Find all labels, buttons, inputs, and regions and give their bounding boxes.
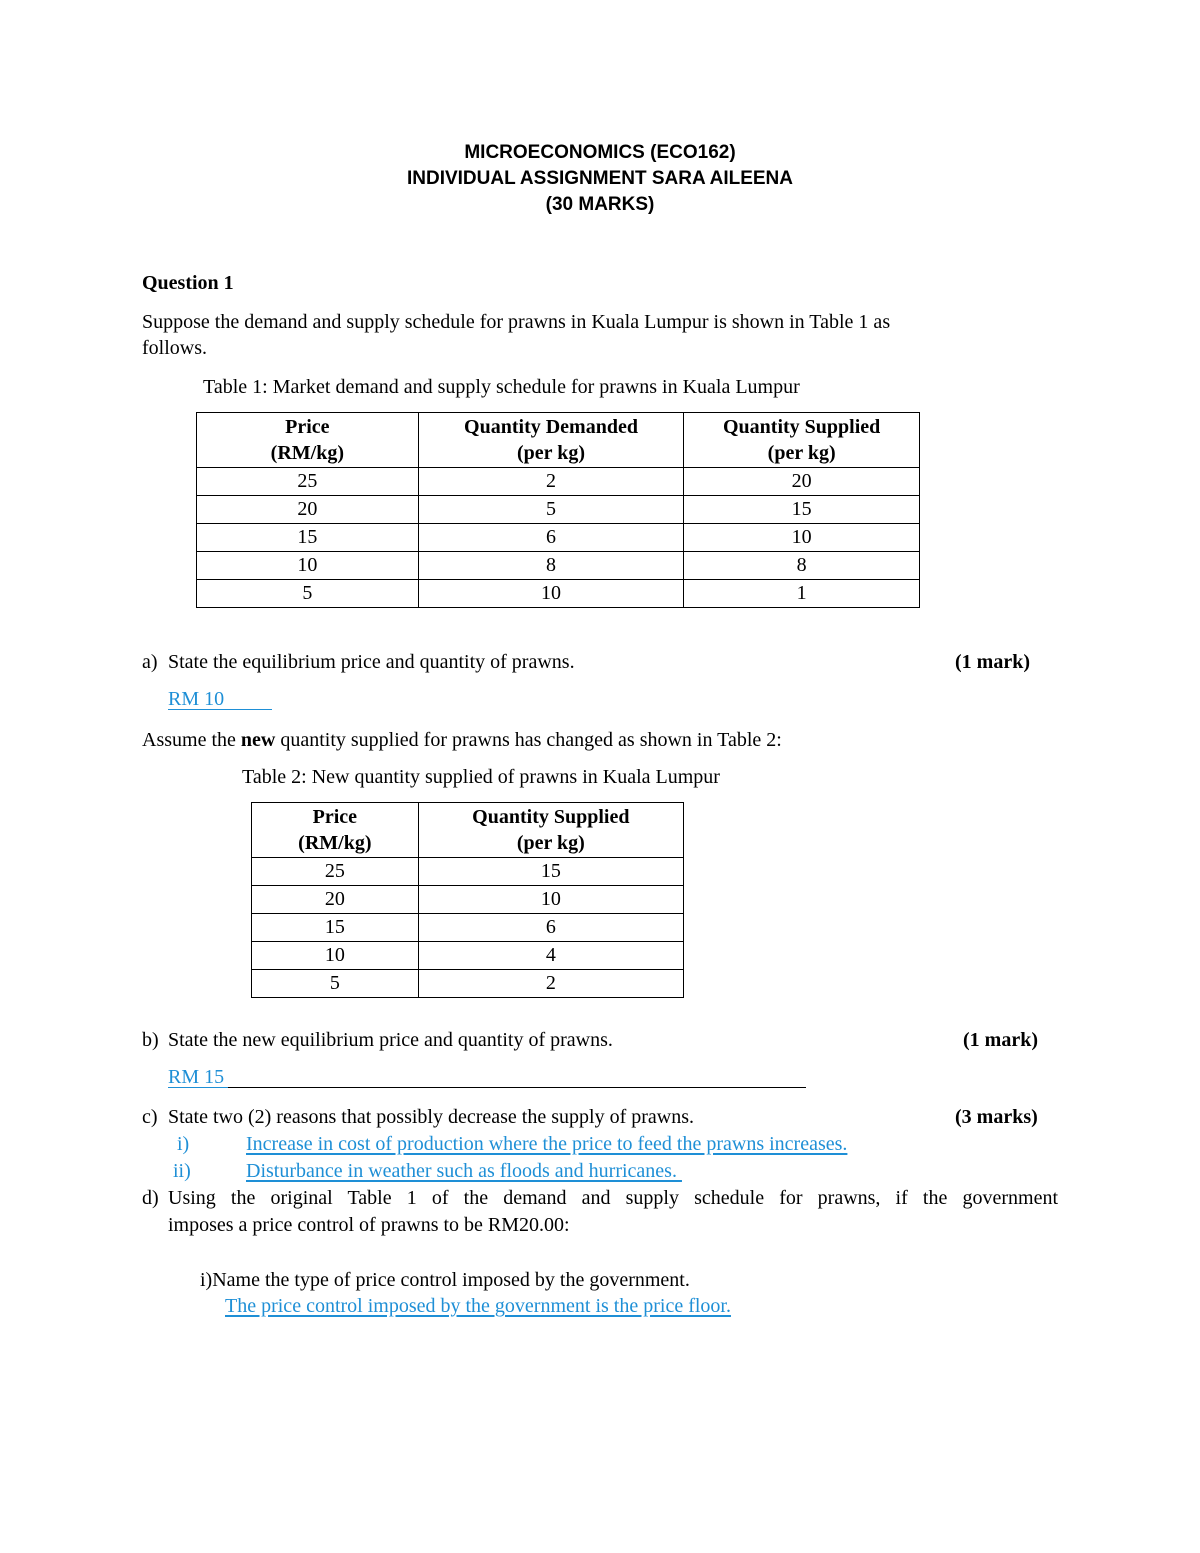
course-title: MICROECONOMICS (ECO162): [464, 142, 736, 163]
part-b-question: State the new equilibrium price and quantity of prawns.: [168, 1029, 613, 1051]
part-d-question-line2: imposes a price control of prawns to be RM20.00:: [168, 1214, 570, 1236]
part-a-question: State the equilibrium price and quantity of prawns.: [168, 651, 575, 673]
table-cell: 10: [418, 886, 683, 914]
table-row: [252, 970, 684, 998]
table-cell: 15: [252, 914, 419, 942]
part-a-answer: RM 10: [168, 688, 225, 710]
table-cell: 20: [684, 468, 920, 496]
reason-1-number: i): [177, 1133, 190, 1155]
table-row: [197, 468, 920, 496]
reason-2-text: Disturbance in weather such as floods and hurricanes.: [246, 1160, 682, 1182]
table-cell: 2: [418, 468, 684, 496]
table-cell: 20: [197, 496, 419, 524]
table-row: [197, 524, 920, 552]
part-d-sub-i: i)Name the type of price control imposed by the government.: [200, 1269, 690, 1291]
part-d-question-line1: Using the original Table 1 of the demand and supply schedule for prawns, if the government: [168, 1187, 1058, 1209]
table1-header-row: [197, 413, 920, 468]
table-cell: 10: [197, 552, 419, 580]
part-b-marks: (1 mark): [963, 1029, 1038, 1051]
table-cell: 4: [418, 942, 683, 970]
table-cell: 8: [684, 552, 920, 580]
part-d-label: d): [142, 1187, 159, 1209]
reason-2-number: ii): [173, 1160, 191, 1182]
part-a-marks: (1 mark): [955, 651, 1030, 673]
reason-1-text: Increase in cost of production where the price to feed the prawns increases.: [246, 1133, 848, 1155]
table1-header-price: Price (RM/kg): [197, 413, 419, 468]
table-cell: 2: [418, 970, 683, 998]
table-row: [252, 886, 684, 914]
table-cell: 8: [418, 552, 684, 580]
table-cell: 5: [418, 496, 684, 524]
table-cell: 15: [684, 496, 920, 524]
table-cell: 6: [418, 914, 683, 942]
part-b-answer-line: [228, 1087, 806, 1088]
part-a-answer-underline: [168, 709, 272, 710]
table-cell: 10: [418, 580, 684, 608]
table-row: [252, 914, 684, 942]
table1-header-qd: Quantity Demanded (per kg): [418, 413, 684, 468]
table-cell: 10: [684, 524, 920, 552]
table-row: [197, 580, 920, 608]
part-b-answer-underline-blue: [168, 1087, 228, 1088]
question-intro-line1: Suppose the demand and supply schedule for prawns in Kuala Lumpur is shown in Table 1 as: [142, 311, 891, 333]
table-cell: 1: [684, 580, 920, 608]
question-title: Question 1: [142, 272, 234, 294]
part-a-label: a): [142, 651, 158, 673]
part-b-answer: RM 15: [168, 1066, 225, 1088]
table2: [251, 802, 684, 998]
table-cell: 5: [252, 970, 419, 998]
part-c-label: c): [142, 1106, 158, 1128]
table-cell: 25: [197, 468, 419, 496]
table-cell: 15: [418, 858, 683, 886]
table2-header-row: [252, 803, 684, 858]
assume-text: Assume the new quantity supplied for prawns has changed as shown in Table 2:: [142, 729, 782, 751]
table-row: [252, 858, 684, 886]
table-cell: 5: [197, 580, 419, 608]
question-intro-line2: follows.: [142, 337, 207, 359]
table-row: [197, 552, 920, 580]
table-row: [252, 942, 684, 970]
table-cell: 10: [252, 942, 419, 970]
table2-header-price: Price (RM/kg): [252, 803, 419, 858]
part-b-label: b): [142, 1029, 159, 1051]
table-cell: 25: [252, 858, 419, 886]
table2-caption: Table 2: New quantity supplied of prawns in Kuala Lumpur: [242, 766, 720, 788]
table-cell: 20: [252, 886, 419, 914]
table-cell: 6: [418, 524, 684, 552]
part-c-marks: (3 marks): [955, 1106, 1038, 1128]
table2-header-qs: Quantity Supplied (per kg): [418, 803, 683, 858]
table1-caption: Table 1: Market demand and supply schedule for prawns in Kuala Lumpur: [203, 376, 800, 398]
total-marks: (30 MARKS): [545, 194, 655, 215]
assignment-title: INDIVIDUAL ASSIGNMENT SARA AILEENA: [406, 168, 793, 189]
table-cell: 15: [197, 524, 419, 552]
part-d-sub-i-answer: The price control imposed by the government is the price floor.: [225, 1295, 731, 1317]
table-row: [197, 496, 920, 524]
table1-header-qs: Quantity Supplied (per kg): [684, 413, 920, 468]
table1: [196, 412, 920, 608]
part-c-question: State two (2) reasons that possibly decrease the supply of prawns.: [168, 1106, 694, 1128]
